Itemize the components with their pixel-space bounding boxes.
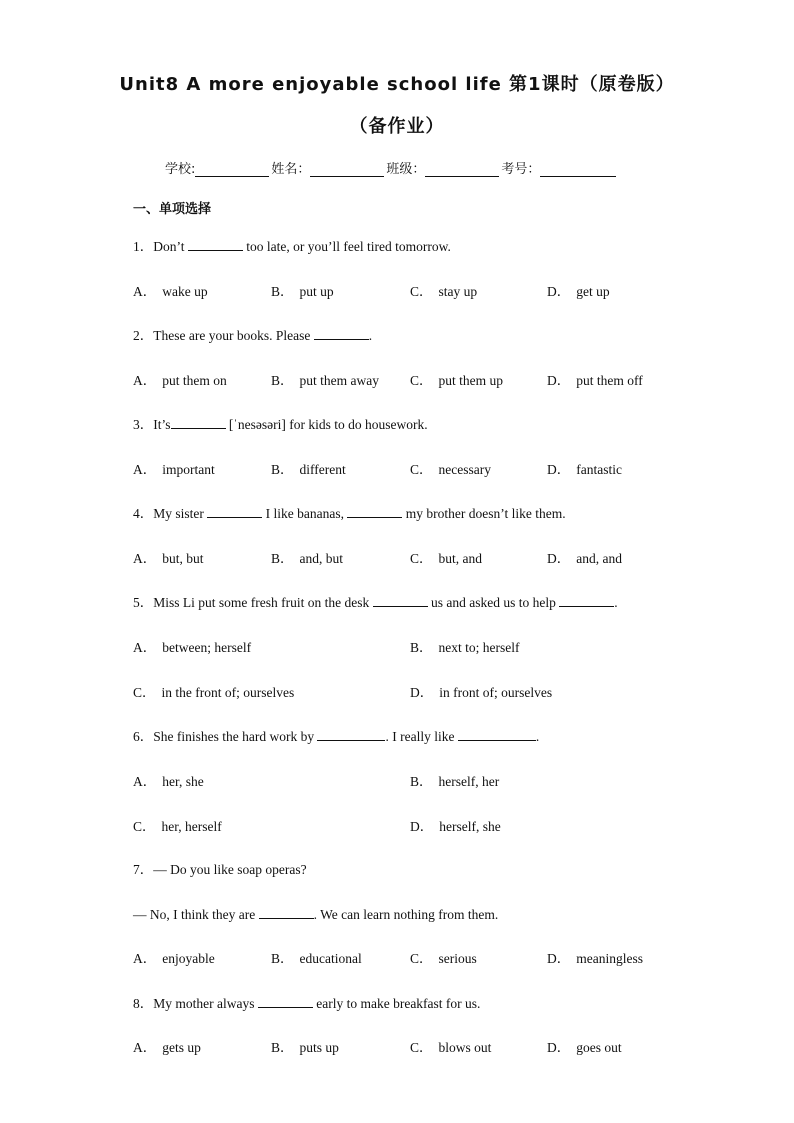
question-number: 7． — [133, 862, 154, 877]
answer-blank — [171, 416, 226, 429]
q2-option-b[interactable]: B． put them away — [271, 373, 379, 388]
answer-blank — [559, 594, 614, 607]
answer-blank — [258, 995, 313, 1008]
exam-number-label: 考号： — [501, 162, 541, 177]
q1-option-b[interactable]: B． put up — [271, 284, 334, 299]
question-4: 4．My sister I like bananas, my brother doesn’t like them. — [133, 506, 566, 521]
question-number: 6． — [133, 729, 154, 744]
section-heading: 一、单项选择 — [133, 202, 212, 217]
student-info-line — [165, 158, 618, 177]
answer-blank — [458, 728, 536, 741]
answer-blank — [207, 505, 262, 518]
answer-blank — [188, 238, 243, 251]
question-number: 2． — [133, 328, 154, 343]
question-7-reply: — No, I think they are . We can learn nothing from them. — [133, 907, 499, 922]
question-number: 1． — [133, 239, 154, 254]
q7-option-b[interactable]: B． educational — [271, 951, 362, 966]
name-label: 姓名： — [271, 162, 311, 177]
question-7: 7．— Do you like soap operas? — [133, 862, 307, 877]
school-label: 学校: — [165, 162, 196, 177]
question-number: 3． — [133, 417, 154, 432]
q4-option-c[interactable]: C． but, and — [410, 551, 483, 566]
question-number: 5． — [133, 595, 154, 610]
school-blank[interactable] — [195, 162, 269, 177]
answer-blank — [317, 728, 385, 741]
q2-option-d[interactable]: D． put them off — [547, 373, 643, 388]
q5-option-c[interactable]: C． in the front of; ourselves — [133, 685, 295, 700]
q3-option-c[interactable]: C． necessary — [410, 462, 491, 477]
answer-blank — [347, 505, 402, 518]
q3-option-d[interactable]: D． fantastic — [547, 462, 622, 477]
q1-option-c[interactable]: C． stay up — [410, 284, 478, 299]
question-number: 8． — [133, 996, 154, 1011]
q4-option-a[interactable]: A． but, but — [133, 551, 204, 566]
class-label: 班级： — [386, 162, 426, 177]
q4-option-b[interactable]: B． and, but — [271, 551, 344, 566]
q7-option-d[interactable]: D． meaningless — [547, 951, 643, 966]
document-title-line1: Unit8 A more enjoyable school life 第1课时（原卷版） — [119, 74, 675, 95]
q8-option-c[interactable]: C． blows out — [410, 1040, 492, 1055]
document-title-line2: （备作业） — [349, 116, 445, 137]
q6-option-a[interactable]: A． her, she — [133, 774, 204, 789]
question-6: 6．She finishes the hard work by . I really like . — [133, 729, 540, 744]
name-blank[interactable] — [310, 162, 384, 177]
q5-option-b[interactable]: B． next to; herself — [410, 640, 520, 655]
question-2: 2．These are your books. Please . — [133, 328, 373, 343]
question-8: 8．My mother always early to make breakfast for us. — [133, 996, 481, 1011]
q3-option-a[interactable]: A． important — [133, 462, 215, 477]
q7-option-a[interactable]: A． enjoyable — [133, 951, 215, 966]
q5-option-a[interactable]: A． between; herself — [133, 640, 252, 655]
answer-blank — [259, 906, 314, 919]
answer-blank — [373, 594, 428, 607]
q7-option-c[interactable]: C． serious — [410, 951, 477, 966]
q8-option-a[interactable]: A． gets up — [133, 1040, 201, 1055]
question-3: 3．It’s [ˈnesəsəri] for kids to do housework. — [133, 417, 428, 432]
question-5: 5．Miss Li put some fresh fruit on the desk us and asked us to help . — [133, 595, 618, 610]
q6-option-b[interactable]: B． herself, her — [410, 774, 500, 789]
question-1: 1．Don’t too late, or you’ll feel tired tomorrow. — [133, 239, 451, 254]
answer-blank — [314, 327, 369, 340]
q1-option-d[interactable]: D． get up — [547, 284, 610, 299]
q3-option-b[interactable]: B． different — [271, 462, 346, 477]
q2-option-c[interactable]: C． put them up — [410, 373, 504, 388]
q8-option-b[interactable]: B． puts up — [271, 1040, 339, 1055]
q6-option-d[interactable]: D． herself, she — [410, 819, 501, 834]
class-blank[interactable] — [425, 162, 499, 177]
q8-option-d[interactable]: D． goes out — [547, 1040, 622, 1055]
q4-option-d[interactable]: D． and, and — [547, 551, 622, 566]
question-number: 4． — [133, 506, 154, 521]
q5-option-d[interactable]: D． in front of; ourselves — [410, 685, 553, 700]
q1-option-a[interactable]: A． wake up — [133, 284, 208, 299]
exam-number-blank[interactable] — [540, 162, 616, 177]
q2-option-a[interactable]: A． put them on — [133, 373, 227, 388]
q6-option-c[interactable]: C． her, herself — [133, 819, 222, 834]
